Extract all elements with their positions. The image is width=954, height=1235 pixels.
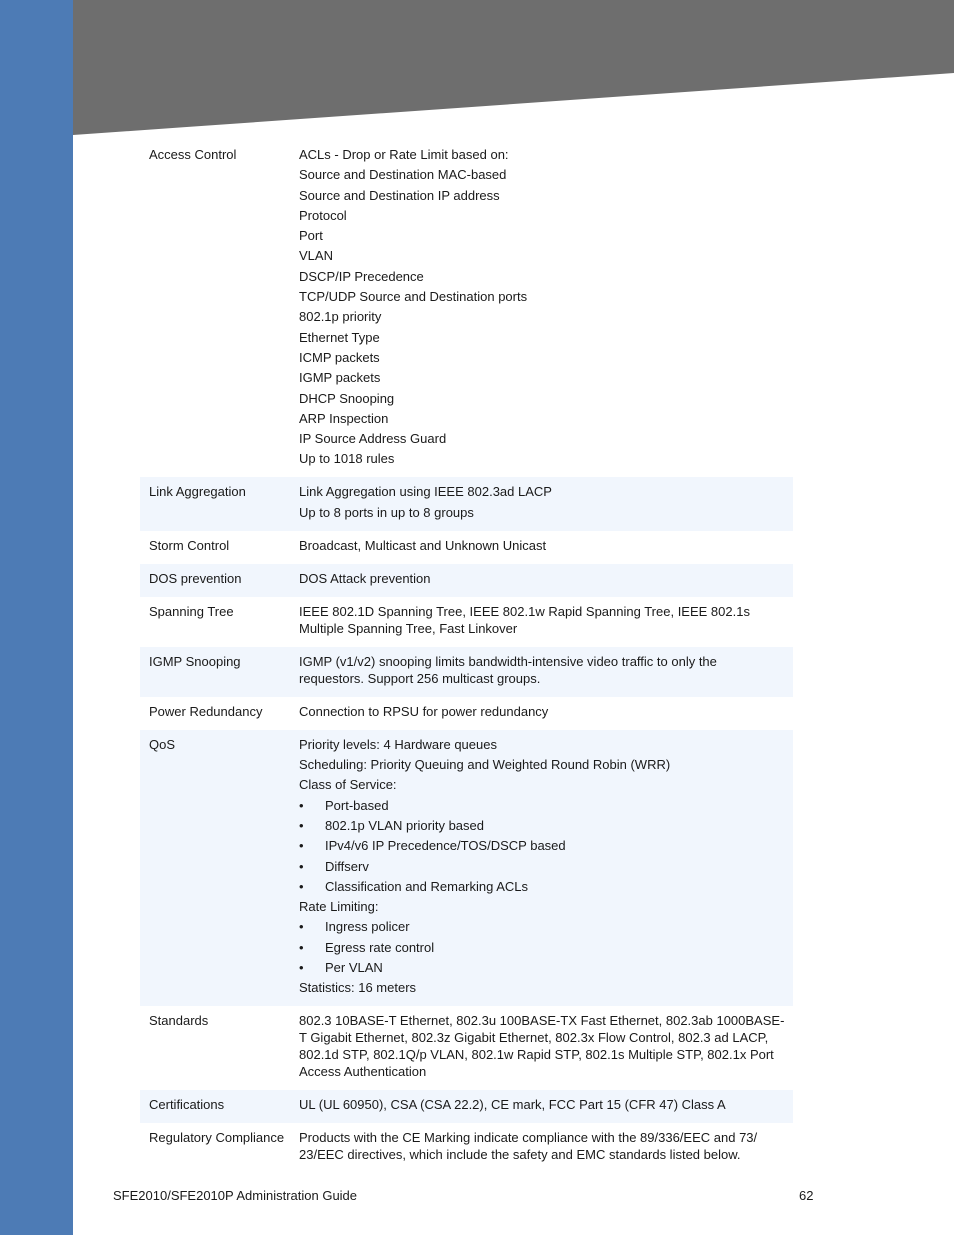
content-line: 802.1p priority xyxy=(299,309,382,325)
bullet-item xyxy=(299,858,785,875)
table-row xyxy=(140,730,793,1007)
row-content xyxy=(299,570,793,587)
bullet-item xyxy=(299,797,785,814)
content-line: IGMP packets xyxy=(299,370,381,386)
table-row xyxy=(140,477,793,530)
table-row xyxy=(140,597,793,647)
bullet-item xyxy=(299,878,785,895)
spec-table xyxy=(140,140,793,1173)
content-paragraph: 802.3 10BASE-T Ethernet, 802.3u 100BASE-TX Fast Ethernet, 802.3ab 1000BASE-T Gigabit Ethernet, 802.3z Gigabit Ethernet, 802.3x Flow Control, 802.3 ad LACP, 802.1d STP, 802.1Q/p VLAN, 802.1w Rapid STP, 802.1s Multiple STP, 802.1x Port Access Authentication xyxy=(299,1013,785,1080)
content-line: Broadcast, Multicast and Unknown Unicast xyxy=(299,537,547,553)
content-line: Statistics: 16 meters xyxy=(299,980,417,996)
content-line: Up to 8 ports in up to 8 groups xyxy=(299,504,474,520)
table-row xyxy=(140,1090,793,1123)
row-label: Power Redundancy xyxy=(149,703,263,719)
content-line: Connection to RPSU for power redundancy xyxy=(299,703,549,719)
row-content xyxy=(299,483,793,520)
table-row xyxy=(140,564,793,597)
row-content xyxy=(299,1012,793,1080)
bullet-text: Port-based xyxy=(325,797,389,813)
row-label: Certifications xyxy=(149,1097,225,1113)
content-line: Scheduling: Priority Queuing and Weighted Round Robin (WRR) xyxy=(299,757,671,773)
bullet-item xyxy=(299,959,785,976)
row-label: Link Aggregation xyxy=(149,484,246,500)
content-line: DOS Attack prevention xyxy=(299,570,431,586)
bullet-text: Ingress policer xyxy=(325,919,410,935)
bullet-icon: • xyxy=(299,960,304,976)
content-line: Rate Limiting: xyxy=(299,899,379,915)
row-content xyxy=(299,1129,793,1163)
content-line: DSCP/IP Precedence xyxy=(299,268,424,284)
row-content xyxy=(299,537,793,554)
row-label: IGMP Snooping xyxy=(149,653,241,669)
content-line: TCP/UDP Source and Destination ports xyxy=(299,289,528,305)
header-banner xyxy=(73,0,954,140)
row-content xyxy=(299,653,793,687)
bullet-text: IPv4/v6 IP Precedence/TOS/DSCP based xyxy=(325,838,566,854)
bullet-text: Egress rate control xyxy=(325,939,435,955)
row-label: Storm Control xyxy=(149,537,230,553)
content-paragraph: IEEE 802.1D Spanning Tree, IEEE 802.1w Rapid Spanning Tree, IEEE 802.1s Multiple Spanning Tree, Fast Linkover xyxy=(299,603,750,636)
row-content xyxy=(299,146,793,467)
row-label: DOS prevention xyxy=(149,570,242,586)
row-content xyxy=(299,736,793,997)
row-content xyxy=(299,603,793,637)
content-line: Source and Destination IP address xyxy=(299,187,500,203)
bullet-text: Classification and Remarking ACLs xyxy=(325,878,529,894)
row-content xyxy=(299,703,793,720)
content-line: Class of Service: xyxy=(299,777,397,793)
bullet-icon: • xyxy=(299,858,304,874)
content-line: UL (UL 60950), CSA (CSA 22.2), CE mark, FCC Part 15 (CFR 47) Class A xyxy=(299,1097,726,1113)
content-line: VLAN xyxy=(299,248,333,264)
content-line: Protocol xyxy=(299,207,347,223)
content-line: Link Aggregation using IEEE 802.3ad LACP xyxy=(299,484,552,500)
table-row xyxy=(140,140,793,477)
content-line: DHCP Snooping xyxy=(299,390,395,406)
bullet-item xyxy=(299,837,785,854)
bullet-item xyxy=(299,817,785,834)
bullet-text: Diffserv xyxy=(325,858,369,874)
bullet-icon: • xyxy=(299,878,304,894)
page-number: 62 xyxy=(799,1188,814,1203)
table-row xyxy=(140,1006,793,1090)
content-line: Ethernet Type xyxy=(299,329,380,345)
bullet-text: Per VLAN xyxy=(325,960,383,976)
table-row xyxy=(140,647,793,697)
row-label: QoS xyxy=(149,736,176,752)
table-row xyxy=(140,531,793,564)
content-line: ACLs - Drop or Rate Limit based on: xyxy=(299,147,509,162)
bullet-icon: • xyxy=(299,817,304,833)
content-paragraph: Products with the CE Marking indicate compliance with the 89/336/EEC and 73/ 23/EEC directives, which include the safety and EMC standards listed below. xyxy=(299,1130,758,1163)
content-line: Priority levels: 4 Hardware queues xyxy=(299,736,497,752)
row-label: Spanning Tree xyxy=(149,603,234,619)
content-line: ARP Inspection xyxy=(299,410,389,426)
row-label: Access Control xyxy=(149,147,237,162)
bullet-icon: • xyxy=(299,838,304,854)
content-line: ICMP packets xyxy=(299,349,380,365)
footer-title: SFE2010/SFE2010P Administration Guide xyxy=(113,1188,358,1203)
table-row xyxy=(140,1123,793,1173)
content-line: Up to 1018 rules xyxy=(299,451,395,467)
table-row xyxy=(140,697,793,730)
bullet-item xyxy=(299,939,785,956)
sidebar-band xyxy=(0,0,73,1235)
bullet-icon: • xyxy=(299,939,304,955)
row-label: Regulatory Compliance xyxy=(149,1130,285,1146)
bullet-icon: • xyxy=(299,797,304,813)
content-paragraph: IGMP (v1/v2) snooping limits bandwidth-intensive video traffic to only the requestors. Support 256 multicast groups. xyxy=(299,653,717,686)
bullet-item xyxy=(299,918,785,935)
bullet-icon: • xyxy=(299,919,304,935)
content-line: Port xyxy=(299,228,323,244)
content-line: Source and Destination MAC-based xyxy=(299,167,507,183)
row-content xyxy=(299,1096,793,1113)
content-line: IP Source Address Guard xyxy=(299,431,447,447)
bullet-text: 802.1p VLAN priority based xyxy=(325,817,484,833)
row-label: Standards xyxy=(149,1013,209,1029)
